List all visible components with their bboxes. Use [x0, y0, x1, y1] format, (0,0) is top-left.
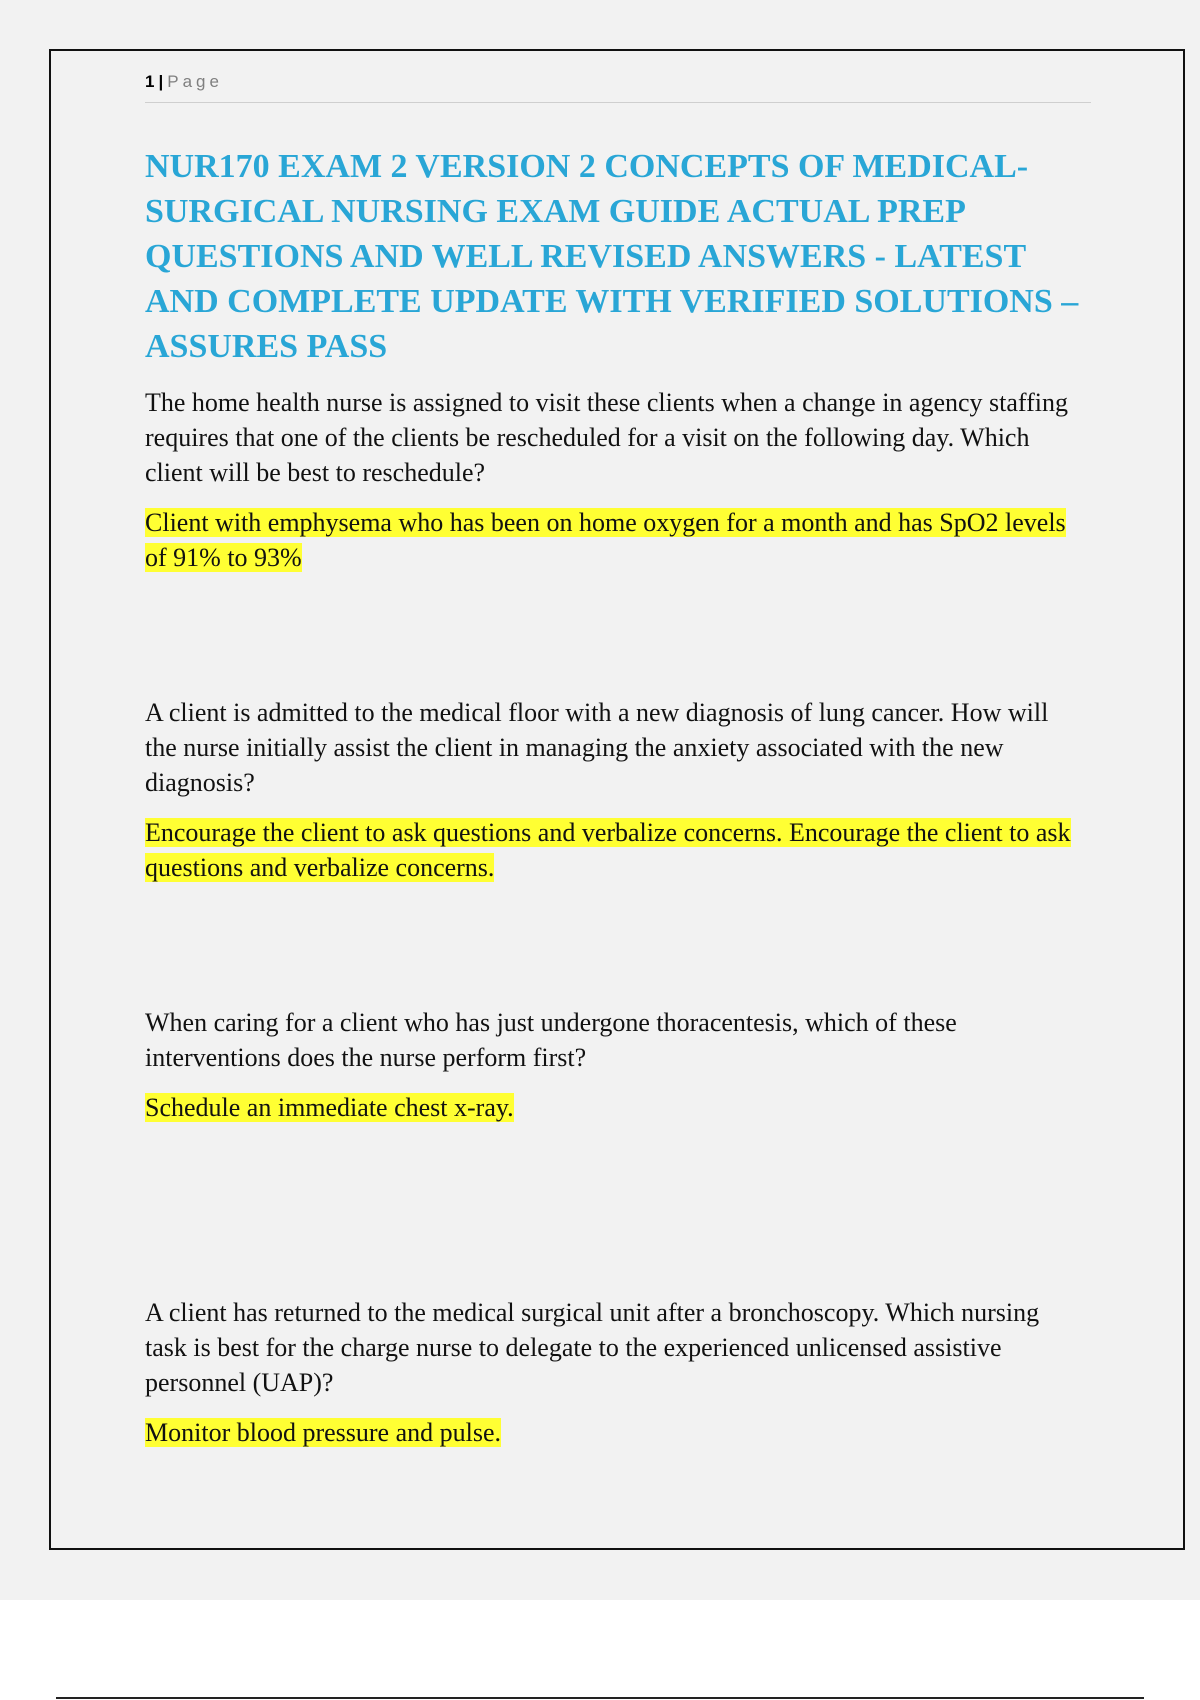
- question-block-2: [145, 695, 1085, 885]
- page-label: Page: [167, 72, 223, 91]
- question-block-3: [145, 1005, 1085, 1125]
- document-title: NUR170 EXAM 2 VERSION 2 CONCEPTS OF MEDICAL-SURGICAL NURSING EXAM GUIDE ACTUAL PREP QUESTIONS AND WELL REVISED ANSWERS - LATEST AND COMPLETE UPDATE WITH VERIFIED SOLUTIONS – ASSURES PASS: [145, 148, 1079, 365]
- answer-highlight: Monitor blood pressure and pulse.: [145, 1418, 502, 1447]
- header-separator: |: [158, 72, 164, 91]
- answer-text: [145, 1090, 1085, 1125]
- question-text: A client is admitted to the medical floor with a new diagnosis of lung cancer. How will the nurse initially assist the client in managing the anxiety associated with the new diagnosis?: [145, 698, 1049, 797]
- answer-text: [145, 815, 1085, 885]
- next-page-top-rule: [56, 1697, 1144, 1699]
- page-number: 1: [145, 72, 155, 91]
- question-text: When caring for a client who has just undergone thoracentesis, which of these interventions does the nurse perform first?: [145, 1008, 957, 1072]
- answer-text: [145, 1415, 1085, 1450]
- question-text: The home health nurse is assigned to visit these clients when a change in agency staffing requires that one of the clients be rescheduled for a visit on the following day. Which client will be best to reschedule?: [145, 388, 1068, 487]
- question-block-4: [145, 1295, 1085, 1450]
- answer-highlight: Encourage the client to ask questions and verbalize concerns. Encourage the client to ask questions and verbalize concerns.: [145, 818, 1071, 882]
- answer-highlight: Schedule an immediate chest x-ray.: [145, 1093, 514, 1122]
- page-header: [145, 72, 1091, 103]
- question-block-1: [145, 385, 1085, 575]
- question-text: A client has returned to the medical surgical unit after a bronchoscopy. Which nursing task is best for the charge nurse to delegate to the experienced unlicensed assistive personnel (UAP)?: [145, 1298, 1040, 1397]
- answer-highlight: Client with emphysema who has been on home oxygen for a month and has SpO2 levels of 91% to 93%: [145, 508, 1066, 572]
- answer-text: [145, 505, 1085, 575]
